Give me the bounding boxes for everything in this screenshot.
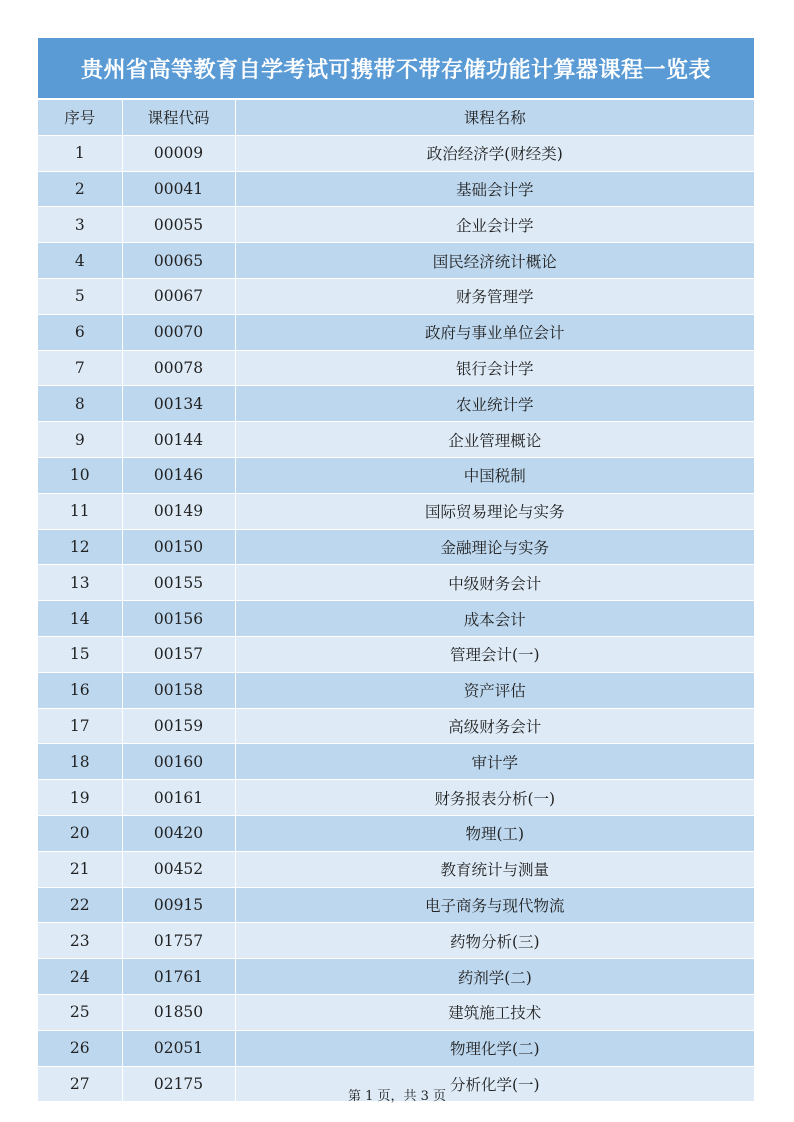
cell-seq: 24 (38, 959, 122, 995)
cell-course-code: 00157 (122, 636, 235, 672)
cell-course-name: 分析化学(一) (235, 1066, 754, 1102)
cell-seq: 23 (38, 923, 122, 959)
cell-course-name: 管理会计(一) (235, 636, 754, 672)
cell-course-code: 00155 (122, 565, 235, 601)
cell-course-code: 00078 (122, 350, 235, 386)
cell-course-code: 01850 (122, 994, 235, 1030)
cell-course-code: 01757 (122, 923, 235, 959)
cell-seq: 27 (38, 1066, 122, 1102)
table-row (38, 851, 754, 887)
table-header-row (38, 100, 754, 135)
cell-course-name: 电子商务与现代物流 (235, 887, 754, 923)
cell-course-code: 00070 (122, 314, 235, 350)
cell-seq: 22 (38, 887, 122, 923)
table-row (38, 887, 754, 923)
cell-course-name: 教育统计与测量 (235, 851, 754, 887)
cell-course-code: 00160 (122, 744, 235, 780)
table-row (38, 386, 754, 422)
cell-seq: 17 (38, 708, 122, 744)
cell-course-name: 财务管理学 (235, 278, 754, 314)
cell-course-name: 基础会计学 (235, 171, 754, 207)
cell-seq: 26 (38, 1030, 122, 1066)
cell-course-name: 企业管理概论 (235, 422, 754, 458)
table-row (38, 744, 754, 780)
cell-course-code: 00144 (122, 422, 235, 458)
cell-course-name: 成本会计 (235, 601, 754, 637)
cell-seq: 14 (38, 601, 122, 637)
cell-course-name: 物理(工) (235, 815, 754, 851)
header-course-code: 课程代码 (122, 100, 235, 135)
table-row (38, 422, 754, 458)
course-table (38, 100, 754, 1102)
table-row (38, 994, 754, 1030)
table-row (38, 923, 754, 959)
cell-seq: 18 (38, 744, 122, 780)
cell-course-code: 00156 (122, 601, 235, 637)
table-row (38, 493, 754, 529)
cell-course-code: 00150 (122, 529, 235, 565)
table-row (38, 135, 754, 171)
cell-course-code: 01761 (122, 959, 235, 995)
cell-course-name: 审计学 (235, 744, 754, 780)
header-seq: 序号 (38, 100, 122, 135)
table-row (38, 314, 754, 350)
cell-seq: 1 (38, 135, 122, 171)
cell-seq: 13 (38, 565, 122, 601)
cell-seq: 8 (38, 386, 122, 422)
cell-course-code: 00158 (122, 672, 235, 708)
table-row (38, 207, 754, 243)
cell-course-name: 资产评估 (235, 672, 754, 708)
cell-course-name: 企业会计学 (235, 207, 754, 243)
page-footer: 第 1 页，共 3 页 (347, 1089, 447, 1104)
cell-seq: 6 (38, 314, 122, 350)
cell-course-code: 00065 (122, 243, 235, 279)
cell-course-name: 政府与事业单位会计 (235, 314, 754, 350)
cell-seq: 9 (38, 422, 122, 458)
cell-seq: 2 (38, 171, 122, 207)
cell-course-code: 00915 (122, 887, 235, 923)
cell-course-code: 00067 (122, 278, 235, 314)
cell-seq: 11 (38, 493, 122, 529)
cell-course-name: 金融理论与实务 (235, 529, 754, 565)
table-row (38, 1030, 754, 1066)
cell-course-name: 物理化学(二) (235, 1030, 754, 1066)
cell-seq: 15 (38, 636, 122, 672)
table-row (38, 601, 754, 637)
cell-course-code: 00159 (122, 708, 235, 744)
cell-course-name: 国际贸易理论与实务 (235, 493, 754, 529)
table-row (38, 243, 754, 279)
cell-course-name: 农业统计学 (235, 386, 754, 422)
table-row (38, 350, 754, 386)
cell-seq: 20 (38, 815, 122, 851)
cell-course-code: 02051 (122, 1030, 235, 1066)
cell-course-name: 药物分析(三) (235, 923, 754, 959)
cell-course-code: 00161 (122, 780, 235, 816)
cell-course-code: 02175 (122, 1066, 235, 1102)
table-title: 贵州省高等教育自学考试可携带不带存储功能计算器课程一览表 (38, 38, 754, 98)
table-row (38, 780, 754, 816)
cell-course-code: 00134 (122, 386, 235, 422)
cell-seq: 16 (38, 672, 122, 708)
cell-course-name: 政治经济学(财经类) (235, 135, 754, 171)
cell-course-code: 00420 (122, 815, 235, 851)
table-body (38, 135, 754, 1102)
cell-course-code: 00009 (122, 135, 235, 171)
cell-course-name: 财务报表分析(一) (235, 780, 754, 816)
course-sheet (38, 38, 754, 1102)
table-row (38, 278, 754, 314)
table-row (38, 565, 754, 601)
cell-course-code: 00055 (122, 207, 235, 243)
cell-course-code: 00452 (122, 851, 235, 887)
cell-seq: 5 (38, 278, 122, 314)
cell-seq: 3 (38, 207, 122, 243)
cell-seq: 25 (38, 994, 122, 1030)
table-row (38, 672, 754, 708)
cell-course-name: 高级财务会计 (235, 708, 754, 744)
cell-seq: 7 (38, 350, 122, 386)
header-course-name: 课程名称 (235, 100, 754, 135)
cell-course-name: 建筑施工技术 (235, 994, 754, 1030)
cell-course-name: 中国税制 (235, 457, 754, 493)
table-row (38, 959, 754, 995)
cell-course-code: 00146 (122, 457, 235, 493)
table-row (38, 708, 754, 744)
table-row (38, 457, 754, 493)
cell-course-name: 药剂学(二) (235, 959, 754, 995)
cell-seq: 4 (38, 243, 122, 279)
cell-seq: 10 (38, 457, 122, 493)
cell-course-code: 00149 (122, 493, 235, 529)
cell-course-name: 中级财务会计 (235, 565, 754, 601)
table-row (38, 636, 754, 672)
cell-course-code: 00041 (122, 171, 235, 207)
table-row (38, 529, 754, 565)
table-row (38, 171, 754, 207)
cell-course-name: 银行会计学 (235, 350, 754, 386)
cell-seq: 19 (38, 780, 122, 816)
cell-seq: 12 (38, 529, 122, 565)
table-row (38, 815, 754, 851)
cell-seq: 21 (38, 851, 122, 887)
cell-course-name: 国民经济统计概论 (235, 243, 754, 279)
